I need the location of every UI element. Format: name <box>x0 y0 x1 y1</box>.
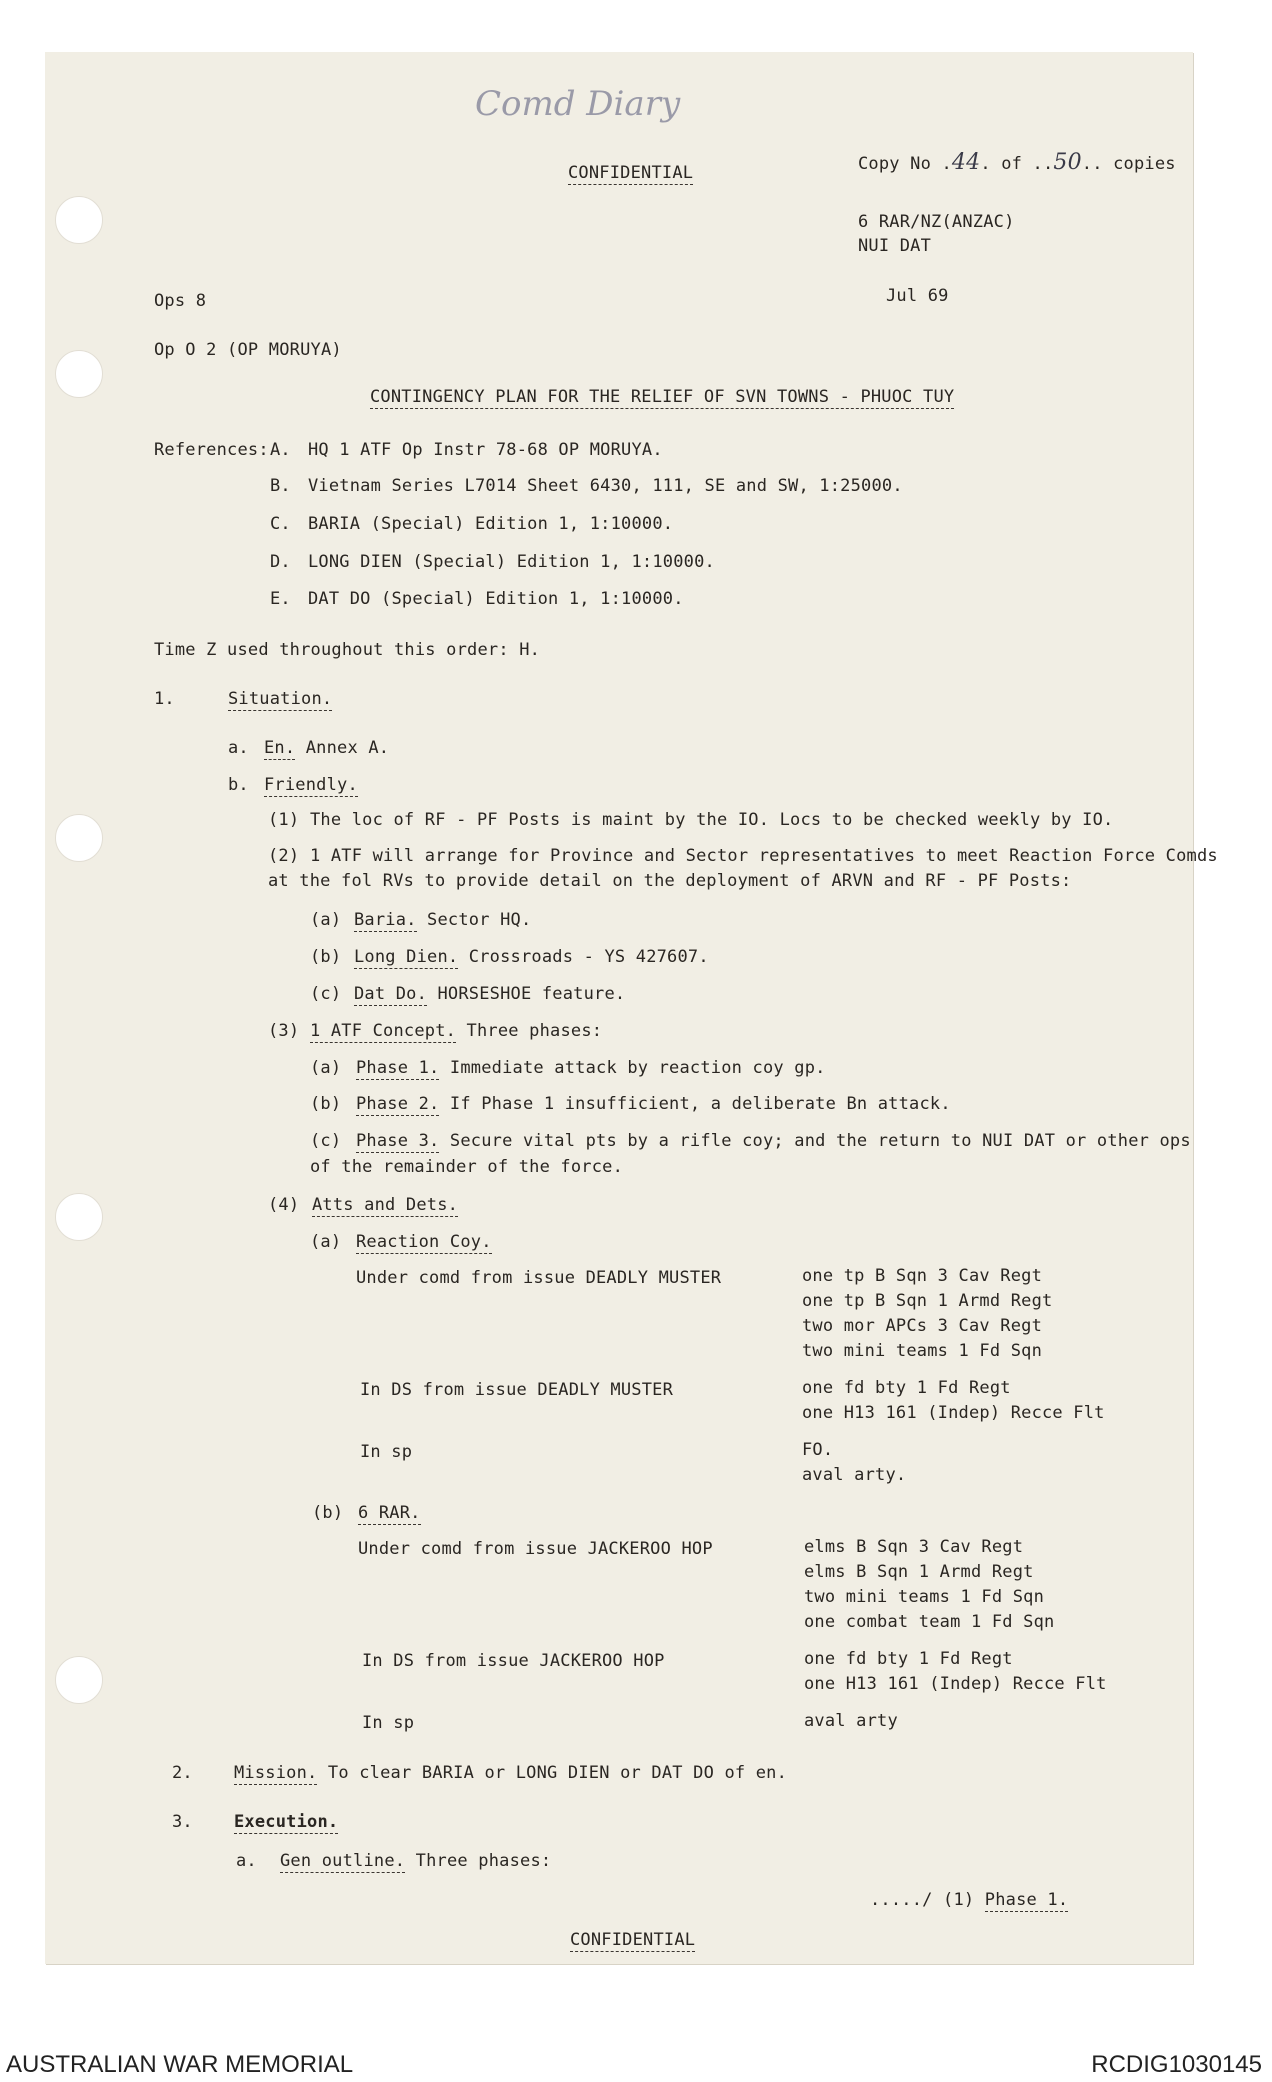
attachment-item: one H13 161 (Indep) Recce Flt <box>804 1674 1107 1694</box>
attachment-item: one H13 161 (Indep) Recce Flt <box>802 1403 1105 1423</box>
subsection-line: En. Annex A. <box>264 738 390 758</box>
attachment-label: Under comd from issue JACKEROO HOP <box>358 1539 713 1559</box>
section-title: Situation. <box>228 689 333 709</box>
unit-line-1: 6 RAR/NZ(ANZAC) <box>858 212 1015 232</box>
attachment-item: one fd bty 1 Fd Regt <box>804 1649 1013 1669</box>
reference-letter: B. <box>270 476 291 496</box>
reference-letter: A. <box>270 440 291 460</box>
attachment-item: one tp B Sqn 3 Cav Regt <box>802 1266 1043 1286</box>
reference-letter: D. <box>270 552 291 572</box>
para-number: (1) <box>268 810 300 830</box>
punch-hole <box>55 350 103 398</box>
para-text: 1 ATF will arrange for Province and Sector representatives to meet Reaction Force Comds <box>310 846 1218 866</box>
sub-para-number: (a) <box>310 910 342 930</box>
references-label: References: <box>154 440 269 460</box>
section-line: Mission. To clear BARIA or LONG DIEN or DAT DO of en. <box>234 1763 788 1783</box>
handwritten-annotation: Comd Diary <box>475 84 681 124</box>
punch-hole <box>55 196 103 244</box>
reference-letter: E. <box>270 589 291 609</box>
reference-text: LONG DIEN (Special) Edition 1, 1:10000. <box>308 552 715 572</box>
sub-para-number: (b) <box>312 1503 344 1523</box>
sub-para-number: (a) <box>310 1058 342 1078</box>
para-number: (2) <box>268 846 300 866</box>
sub-para-line: Phase 3. Secure vital pts by a rifle coy; and the return to NUI DAT or other ops <box>356 1131 1191 1151</box>
attachment-item: two mini teams 1 Fd Sqn <box>802 1341 1043 1361</box>
attachment-label: In DS from issue DEADLY MUSTER <box>360 1380 674 1400</box>
op-order: Op O 2 (OP MORUYA) <box>154 340 342 360</box>
sub-para-text: of the remainder of the force. <box>310 1157 624 1177</box>
punch-hole <box>55 1656 103 1704</box>
attachment-item: aval arty <box>804 1711 898 1731</box>
attachment-item: aval arty. <box>802 1465 907 1485</box>
time-zone-note: Time Z used throughout this order: H. <box>154 640 541 660</box>
sub-para-line: Baria. Sector HQ. <box>354 910 532 930</box>
attachment-label: In DS from issue JACKEROO HOP <box>362 1651 665 1671</box>
attachment-item: two mor APCs 3 Cav Regt <box>802 1316 1043 1336</box>
attachment-label: In sp <box>362 1713 415 1733</box>
punch-hole <box>55 1193 103 1241</box>
attachment-label: In sp <box>360 1442 413 1462</box>
footer-record-id: RCDIG1030145 <box>1091 2051 1262 2078</box>
document-title: CONTINGENCY PLAN FOR THE RELIEF OF SVN TOWNS - PHUOC TUY <box>370 387 955 407</box>
attachment-label: Under comd from issue DEADLY MUSTER <box>356 1268 722 1288</box>
section-title: Execution. <box>234 1812 339 1832</box>
para-title: Atts and Dets. <box>312 1195 459 1215</box>
order-date: Jul 69 <box>886 286 949 306</box>
ops-ref: Ops 8 <box>154 291 207 311</box>
footer-archive-name: AUSTRALIAN WAR MEMORIAL <box>6 2051 354 2078</box>
attachment-item: elms B Sqn 1 Armd Regt <box>804 1562 1034 1582</box>
reference-text: DAT DO (Special) Edition 1, 1:10000. <box>308 589 684 609</box>
subsection-letter: a. <box>228 738 249 758</box>
sub-para-title: 6 RAR. <box>358 1503 421 1523</box>
attachment-item: two mini teams 1 Fd Sqn <box>804 1587 1045 1607</box>
reference-letter: C. <box>270 514 291 534</box>
sub-para-line: Phase 1. Immediate attack by reaction coy gp. <box>356 1058 826 1078</box>
sub-para-title: Reaction Coy. <box>356 1232 492 1252</box>
sub-para-number: (a) <box>310 1232 342 1252</box>
sub-para-line: Long Dien. Crossroads - YS 427607. <box>354 947 709 967</box>
punch-hole <box>55 814 103 862</box>
para-line: 1 ATF Concept. Three phases: <box>310 1021 603 1041</box>
para-text: at the fol RVs to provide detail on the deployment of ARVN and RF - PF Posts: <box>268 871 1072 891</box>
sub-para-line: Dat Do. HORSESHOE feature. <box>354 984 626 1004</box>
attachment-item: one tp B Sqn 1 Armd Regt <box>802 1291 1053 1311</box>
attachment-item: elms B Sqn 3 Cav Regt <box>804 1537 1024 1557</box>
subsection-letter: a. <box>236 1851 257 1871</box>
copy-number: Copy No .44. of ..50.. copies <box>858 150 1176 175</box>
sub-para-number: (c) <box>310 984 342 1004</box>
continuation-note: ...../ (1) Phase 1. <box>870 1890 1069 1910</box>
section-number: 2. <box>172 1763 193 1783</box>
reference-text: BARIA (Special) Edition 1, 1:10000. <box>308 514 674 534</box>
subsection-line: Gen outline. Three phases: <box>280 1851 552 1871</box>
para-number: (4) <box>268 1195 300 1215</box>
sub-para-line: Phase 2. If Phase 1 insufficient, a deliberate Bn attack. <box>356 1094 951 1114</box>
subsection-letter: b. <box>228 775 249 795</box>
unit-line-2: NUI DAT <box>858 236 932 256</box>
sub-para-number: (c) <box>310 1131 342 1151</box>
sub-para-number: (b) <box>310 1094 342 1114</box>
classification-top: CONFIDENTIAL <box>568 163 694 183</box>
reference-text: Vietnam Series L7014 Sheet 6430, 111, SE and SW, 1:25000. <box>308 476 903 496</box>
reference-text: HQ 1 ATF Op Instr 78-68 OP MORUYA. <box>308 440 663 460</box>
sub-para-number: (b) <box>310 947 342 967</box>
section-number: 3. <box>172 1812 193 1832</box>
attachment-item: one combat team 1 Fd Sqn <box>804 1612 1055 1632</box>
para-number: (3) <box>268 1021 300 1041</box>
attachment-item: one fd bty 1 Fd Regt <box>802 1378 1011 1398</box>
section-number: 1. <box>154 689 175 709</box>
classification-bottom: CONFIDENTIAL <box>570 1930 696 1950</box>
para-text: The loc of RF - PF Posts is maint by the IO. Locs to be checked weekly by IO. <box>310 810 1114 830</box>
subsection-title: Friendly. <box>264 775 358 795</box>
attachment-item: FO. <box>802 1440 834 1460</box>
